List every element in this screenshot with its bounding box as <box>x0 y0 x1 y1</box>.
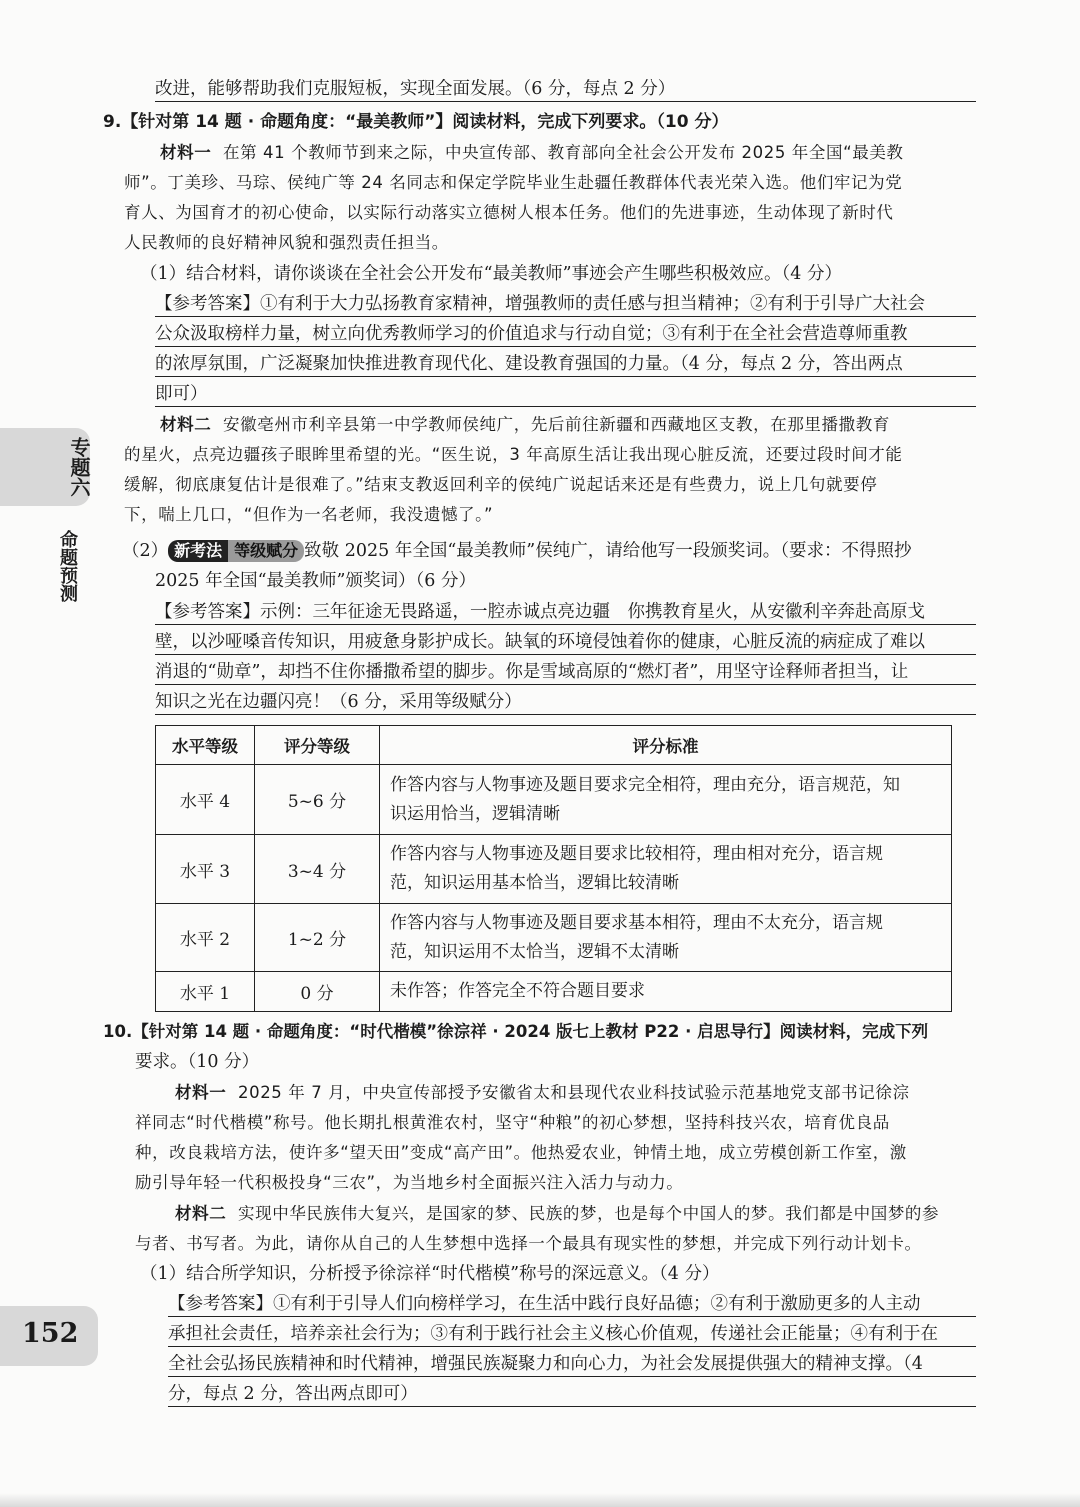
table-header: 评分标准 <box>380 726 952 765</box>
score-cell: 1~2 分 <box>255 904 380 972</box>
table-header: 评分等级 <box>255 726 380 765</box>
material-label: 材料二 <box>175 1204 227 1223</box>
q10-material2-line2: 与者、书写者。为此，请你从自己的人生梦想中选择一个最具有现实性的梦想，并完成下列行动计划卡。 <box>135 1234 922 1253</box>
chapter-tab-label: 专题六 <box>67 437 91 497</box>
grading-table <box>155 725 952 1012</box>
q10-material2-line1: 材料二 实现中华民族伟大复兴，是国家的梦、民族的梦，也是每个中国人的梦。我们都是中国梦的参 <box>175 1204 940 1223</box>
chapter-subtitle: 命题预测 <box>57 530 78 602</box>
score-cell: 0 分 <box>255 972 380 1012</box>
level-cell: 水平 1 <box>156 972 255 1012</box>
q10-answer1-line4: 分，每点 2 分，答出两点即可） <box>168 1382 976 1407</box>
material-label: 材料一 <box>175 1083 227 1102</box>
page-edge-shadow <box>0 1493 1080 1507</box>
table-row <box>156 765 952 835</box>
q9-question2-line2: 2025 年全国“最美教师”颁奖词）（6 分） <box>155 571 476 591</box>
material-label: 材料一 <box>160 143 212 162</box>
standard-cell: 未作答；作答完全不符合题目要求 <box>380 972 952 1012</box>
table-header: 水平等级 <box>156 726 255 765</box>
material-label: 材料二 <box>160 415 212 434</box>
q9-material1-line4: 人民教师的良好精神风貌和强烈责任担当。 <box>124 233 449 252</box>
q9-material2-line1: 材料二 安徽亳州市利辛县第一中学教师侯纯广，先后前往新疆和西藏地区支教，在那里播撒教育 <box>160 415 890 434</box>
level-cell: 水平 2 <box>156 904 255 972</box>
grading-tag: 等级赋分 <box>228 540 304 562</box>
table-row <box>156 972 952 1012</box>
table-header-row <box>156 726 952 765</box>
q10-answer1-line3: 全社会弘扬民族精神和时代精神，增强民族凝聚力和向心力，为社会发展提供强大的精神支撑。（4 <box>168 1352 976 1377</box>
q10-material1-line3: 种，改良栽培方法，使许多“望天田”变成“高产田”。他热爱农业，钟情土地，成立劳模创新工作室，激 <box>135 1143 907 1162</box>
standard-cell: 作答内容与人物事迹及题目要求基本相符，理由不太充分，语言规 范，知识运用不太恰当，逻辑不太清晰 <box>380 904 952 972</box>
score-cell: 5~6 分 <box>255 765 380 835</box>
q10-material1-line2: 祥同志“时代楷模”称号。他长期扎根黄淮农村，坚守“种粮”的初心梦想，坚持科技兴农，培育优良品 <box>135 1113 890 1132</box>
standard-cell: 作答内容与人物事迹及题目要求完全相符，理由充分，语言规范，知 识运用恰当，逻辑清晰 <box>380 765 952 835</box>
standard-cell: 作答内容与人物事迹及题目要求比较相符，理由相对充分，语言规 范，知识运用基本恰当，逻辑比较清晰 <box>380 835 952 904</box>
level-cell: 水平 3 <box>156 835 255 904</box>
page-number: 152 <box>22 1318 79 1349</box>
q10-question1: （1）结合所学知识，分析授予徐淙祥“时代楷模”称号的深远意义。（4 分） <box>140 1264 720 1284</box>
q9-header: 9.【针对第 14 题 · 命题角度：“最美教师”】阅读材料，完成下列要求。（10 分） <box>103 112 729 132</box>
q9-answer2-line2: 壁，以沙哑嗓音传知识，用疲惫身影护成长。缺氧的环境侵蚀着你的健康，心脏反流的病症成了难以 <box>155 630 976 655</box>
score-cell: 3~4 分 <box>255 835 380 904</box>
q9-material2-line4: 下，喘上几口，“但作为一名老师，我没遗憾了。” <box>124 505 494 524</box>
table-row <box>156 835 952 904</box>
table-row <box>156 904 952 972</box>
q10-header-line2: 要求。（10 分） <box>135 1052 260 1072</box>
q10-material1-line4: 励引导年轻一代积极投身“三农”，为当地乡村全面振兴注入活力与动力。 <box>135 1173 684 1192</box>
q9-material1-line3: 育人、为国育才的初心使命，以实际行动落实立德树人根本任务。他们的先进事迹，生动体现了新时代 <box>124 203 894 222</box>
q10-answer1-line2: 承担社会责任，培养亲社会行为；③有利于践行社会主义核心价值观，传递社会正能量；④有利于在 <box>168 1322 976 1347</box>
continued-answer: 改进，能够帮助我们克服短板，实现全面发展。（6 分，每点 2 分） <box>155 77 976 102</box>
q9-material2-line2: 的星火，点亮边疆孩子眼眸里希望的光。“医生说，3 年高原生活让我出现心脏反流，还要过段时间才能 <box>124 445 903 464</box>
q9-question1: （1）结合材料，请你谈谈在全社会公开发布“最美教师”事迹会产生哪些积极效应。（4 分） <box>140 264 842 284</box>
q9-material1-line2: 师”。丁美珍、马琮、侯纯广等 24 名同志和保定学院毕业生赴疆任教群体代表光荣入选。他们牢记为党 <box>124 173 903 192</box>
new-method-tag: 新考法 <box>168 540 228 562</box>
q9-answer1-line2: 公众汲取榜样力量，树立向优秀教师学习的价值追求与行动自觉；③有利于在全社会营造尊师重教 <box>155 322 976 347</box>
q9-answer1-line3: 的浓厚氛围，广泛凝聚加快推进教育现代化、建设教育强国的力量。（4 分，每点 2 分，答出两点 <box>155 352 976 377</box>
q9-material2-line3: 缓解，彻底康复估计是很难了。”结束支教返回利辛的侯纯广说起话来还是有些费力，说上几句就要停 <box>124 475 878 494</box>
q9-answer1-line4: 即可） <box>155 382 976 407</box>
level-cell: 水平 4 <box>156 765 255 835</box>
q9-answer2-line3: 消退的“勋章”，却挡不住你播撒希望的脚步。你是雪域高原的“燃灯者”，用坚守诠释师者担当，让 <box>155 660 976 685</box>
q10-material1-line1: 材料一 2025 年 7 月，中央宣传部授予安徽省太和县现代农业科技试验示范基地党支部书记徐淙 <box>175 1083 910 1102</box>
q9-answer2-line1: 【参考答案】示例：三年征途无畏路遥，一腔赤诚点亮边疆 你携教育星火，从安徽利辛奔赴高原戈 <box>155 600 976 625</box>
q9-answer2-line4: 知识之光在边疆闪亮！（6 分，采用等级赋分） <box>155 690 976 715</box>
q9-material1-line1: 材料一 在第 41 个教师节到来之际，中央宣传部、教育部向全社会公开发布 2025 年全国“最美教 <box>160 143 904 162</box>
q10-header: 10.【针对第 14 题 · 命题角度：“时代楷模”徐淙祥 · 2024 版七上教材 P22 · 启思导行】阅读材料，完成下列 <box>103 1022 929 1041</box>
q10-answer1-line1: 【参考答案】①有利于引导人们向榜样学习，在生活中践行良好品德；②有利于激励更多的人主动 <box>168 1292 976 1317</box>
q9-answer1-line1: 【参考答案】①有利于大力弘扬教育家精神，增强教师的责任感与担当精神；②有利于引导广大社会 <box>155 292 976 317</box>
q9-question2: （2） 新考法 等级赋分 致敬 2025 年全国“最美教师”侯纯广，请给他写一段颁奖词。（要求：不得照抄 <box>122 541 912 561</box>
